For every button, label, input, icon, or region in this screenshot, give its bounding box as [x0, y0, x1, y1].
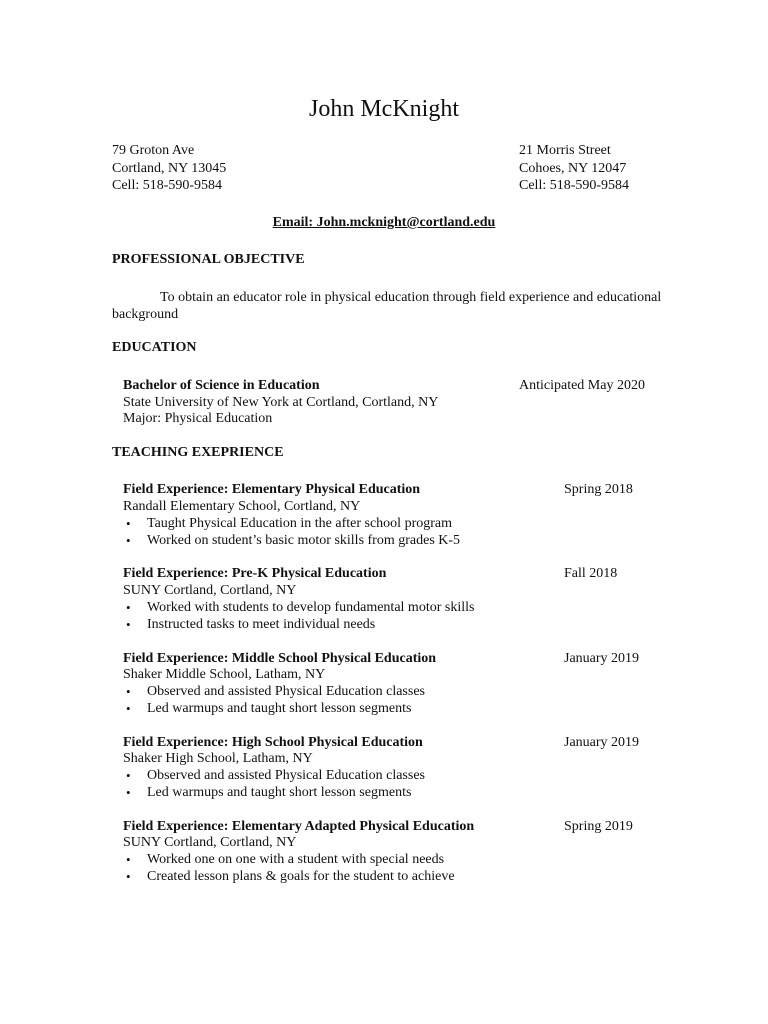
experience-place: SUNY Cortland, Cortland, NY	[123, 835, 297, 850]
education-date: Anticipated May 2020	[519, 378, 645, 393]
address-right-city: Cohoes, NY 12047	[519, 160, 627, 176]
experience-bullet-list	[125, 767, 425, 802]
experience-date: January 2019	[564, 650, 640, 666]
experience-title: Field Experience: Pre-K Physical Education	[123, 566, 387, 581]
experience-title: Field Experience: High School Physical Education	[123, 734, 423, 750]
education-degree: Bachelor of Science in Education	[123, 378, 320, 393]
experience-bullet-list	[125, 515, 460, 550]
experience-place: Randall Elementary School, Cortland, NY	[123, 498, 361, 514]
objective-heading: PROFESSIONAL OBJECTIVE	[112, 252, 305, 267]
address-left-street: 79 Groton Ave	[112, 143, 195, 158]
experience-bullet: • Taught Physical Education in the after school program	[125, 515, 460, 533]
experience-title: Field Experience: Elementary Adapted Physical Education	[123, 818, 475, 834]
experience-heading: TEACHING EXEPRIENCE	[112, 445, 284, 460]
experience-bullet: • Created lesson plans & goals for the student to achieve	[125, 868, 455, 886]
experience-title: Field Experience: Middle School Physical Education	[123, 650, 437, 666]
experience-bullet: • Observed and assisted Physical Education classes	[125, 767, 425, 785]
address-right-cell: Cell: 518-590-9584	[519, 178, 630, 193]
education-heading: EDUCATION	[112, 340, 197, 355]
experience-bullet: • Led warmups and taught short lesson segments	[125, 784, 425, 802]
experience-place: Shaker Middle School, Latham, NY	[123, 667, 326, 682]
address-left-city: Cortland, NY 13045	[112, 160, 227, 176]
experience-bullet: • Worked with students to develop fundamental motor skills	[125, 599, 474, 617]
experience-date: January 2019	[564, 734, 640, 750]
experience-date: Fall 2018	[564, 566, 618, 581]
email-link[interactable]: Email: John.mcknight@cortland.edu	[272, 215, 496, 230]
experience-bullet: • Observed and assisted Physical Education classes	[125, 683, 425, 701]
experience-date: Spring 2018	[564, 482, 633, 497]
resume-name: John McKnight	[309, 96, 459, 122]
experience-bullet-list	[125, 599, 474, 634]
address-left-cell: Cell: 518-590-9584	[112, 178, 223, 193]
experience-bullet-list	[125, 851, 455, 886]
education-school: State University of New York at Cortland, Cortland, NY	[123, 395, 439, 410]
objective-line-2: background	[112, 307, 179, 322]
experience-title: Field Experience: Elementary Physical Education	[123, 482, 421, 497]
experience-place: Shaker High School, Latham, NY	[123, 751, 313, 766]
experience-bullet: • Instructed tasks to meet individual needs	[125, 616, 474, 634]
experience-bullet: • Led warmups and taught short lesson segments	[125, 700, 425, 718]
experience-bullet: • Worked on student’s basic motor skills from grades K-5	[125, 532, 460, 550]
objective-line-1: To obtain an educator role in physical education through field experience and educational	[160, 290, 662, 305]
experience-date: Spring 2019	[564, 818, 633, 834]
experience-place: SUNY Cortland, Cortland, NY	[123, 582, 297, 598]
experience-bullet-list	[125, 683, 425, 718]
address-right-street: 21 Morris Street	[519, 143, 611, 158]
experience-bullet: • Worked one on one with a student with special needs	[125, 851, 455, 869]
education-major: Major: Physical Education	[123, 411, 273, 426]
